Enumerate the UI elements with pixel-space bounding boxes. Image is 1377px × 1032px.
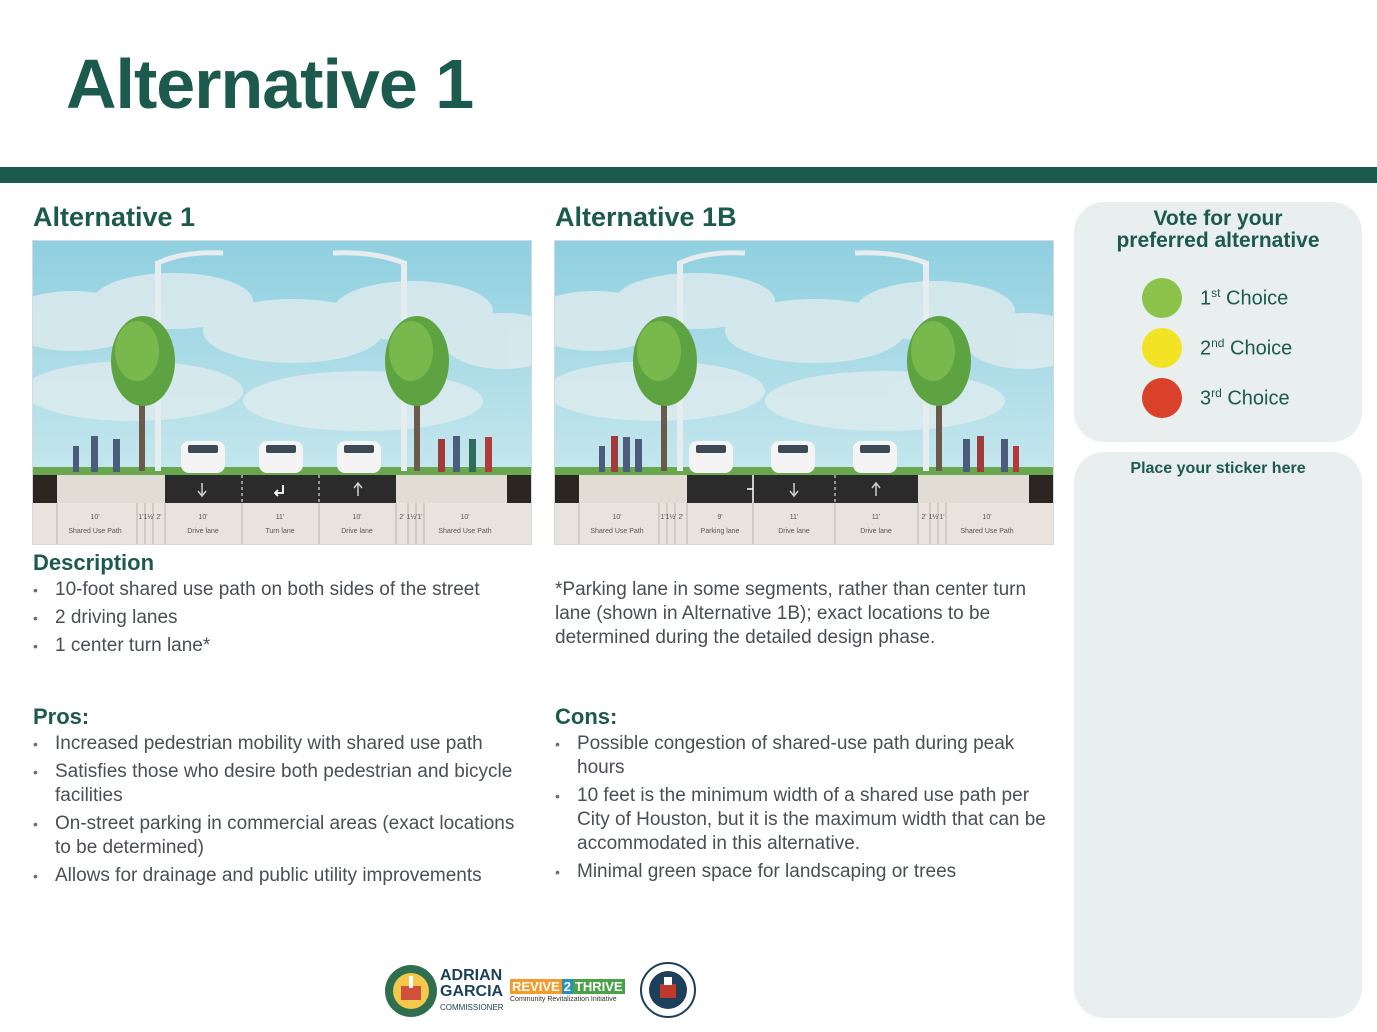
alternative-1-heading: Alternative 1 (33, 202, 196, 232)
pros-list (33, 732, 523, 892)
choice-label: 1st Choice (1200, 285, 1289, 310)
title-divider-bar (0, 167, 1377, 183)
width-label: 9' (717, 514, 723, 521)
alternative-1b-heading: Alternative 1B (555, 202, 737, 232)
width-label: 1' (138, 514, 144, 521)
list-item: • Increased pedestrian mobility with shared use path (33, 732, 523, 756)
lane-label: Parking lane (700, 528, 740, 535)
width-label: 2' (156, 514, 162, 521)
width-label: 11' (789, 514, 799, 521)
width-label: 2' (678, 514, 684, 521)
width-label: 2' (399, 514, 405, 521)
choice-label: 2nd Choice (1200, 335, 1293, 360)
list-item: • 10 feet is the minimum width of a shared use path per City of Houston, but it is the maximum width that can be accommodated in this alternative. (555, 784, 1055, 856)
lane-label: Drive lane (187, 528, 219, 535)
alternative-1b-cross-section (554, 240, 1054, 545)
sticker-area[interactable] (1074, 452, 1362, 1018)
lane-label: Shared Use Path (68, 528, 122, 535)
red-dot-icon (1142, 378, 1182, 418)
width-label: 10' (198, 514, 208, 521)
parking-note: *Parking lane in some segments, rather than center turn lane (shown in Alternative 1B); exact locations to be determined during the detailed design phase. (555, 579, 1027, 648)
width-label: 1' (939, 514, 945, 521)
lane-label: Drive lane (341, 528, 373, 535)
list-item: • Possible congestion of shared-use path during peak hours (555, 732, 1055, 780)
vote-panel (1074, 202, 1362, 442)
width-label: 1½' (665, 514, 677, 521)
alternative-1-cross-section (32, 240, 532, 545)
lane-label: Drive lane (860, 528, 892, 535)
description-heading: Description (33, 550, 155, 575)
page-title: Alternative 1 (66, 45, 474, 123)
vote-choices (1142, 278, 1292, 418)
width-label: 11' (871, 514, 881, 521)
lane-label: Shared Use Path (438, 528, 492, 535)
width-label: 11' (275, 514, 285, 521)
lane-label: Shared Use Path (590, 528, 644, 535)
choice-2 (1142, 328, 1292, 368)
width-label: 10' (982, 514, 992, 521)
list-item: • On-street parking in commercial areas (exact locations to be determined) (33, 812, 523, 860)
width-label: 10' (460, 514, 470, 521)
yellow-dot-icon (1142, 328, 1182, 368)
width-label: 1½' (143, 514, 155, 521)
choice-1 (1142, 278, 1292, 318)
width-label: 1½' (406, 514, 418, 521)
width-label: 1' (660, 514, 666, 521)
width-label: 10' (612, 514, 622, 521)
width-label: 10' (352, 514, 362, 521)
sticker-label: Place your sticker here (1130, 460, 1306, 477)
revive2thrive-logo: REVIVE 2 THRIVE Community Revitalization Initiative (510, 979, 623, 1003)
list-item: • Minimal green space for landscaping or trees (555, 860, 1055, 884)
list-item: • Satisfies those who desire both pedestrian and bicycle facilities (33, 760, 523, 808)
pros-heading: Pros: (33, 704, 90, 729)
width-label: 10' (90, 514, 100, 521)
commissioner-logo: ADRIAN GARCIA COMMISSIONER (440, 967, 504, 1012)
lane-label: Shared Use Path (960, 528, 1014, 535)
vote-title-line1: Vote for your (1153, 207, 1283, 230)
cons-list (555, 732, 1055, 888)
choice-label: 3rd Choice (1200, 385, 1290, 410)
harris-county-seal-icon (384, 964, 438, 1018)
vote-title-line2: preferred alternative (1116, 229, 1320, 252)
width-label: 1½' (928, 514, 940, 521)
cons-heading: Cons: (555, 704, 618, 729)
lane-label: Turn lane (265, 528, 295, 535)
description-list (33, 578, 523, 662)
list-item: • 1 center turn lane* (33, 634, 523, 658)
vote-title (1074, 208, 1362, 252)
list-item: • Allows for drainage and public utility improvements (33, 864, 523, 888)
choice-3 (1142, 378, 1292, 418)
green-dot-icon (1142, 278, 1182, 318)
width-label: 1' (417, 514, 423, 521)
lane-label: Drive lane (778, 528, 810, 535)
list-item: • 10-foot shared use path on both sides of the street (33, 578, 523, 602)
width-label: 2' (921, 514, 927, 521)
list-item: • 2 driving lanes (33, 606, 523, 630)
precinct-seal-icon (640, 962, 696, 1018)
